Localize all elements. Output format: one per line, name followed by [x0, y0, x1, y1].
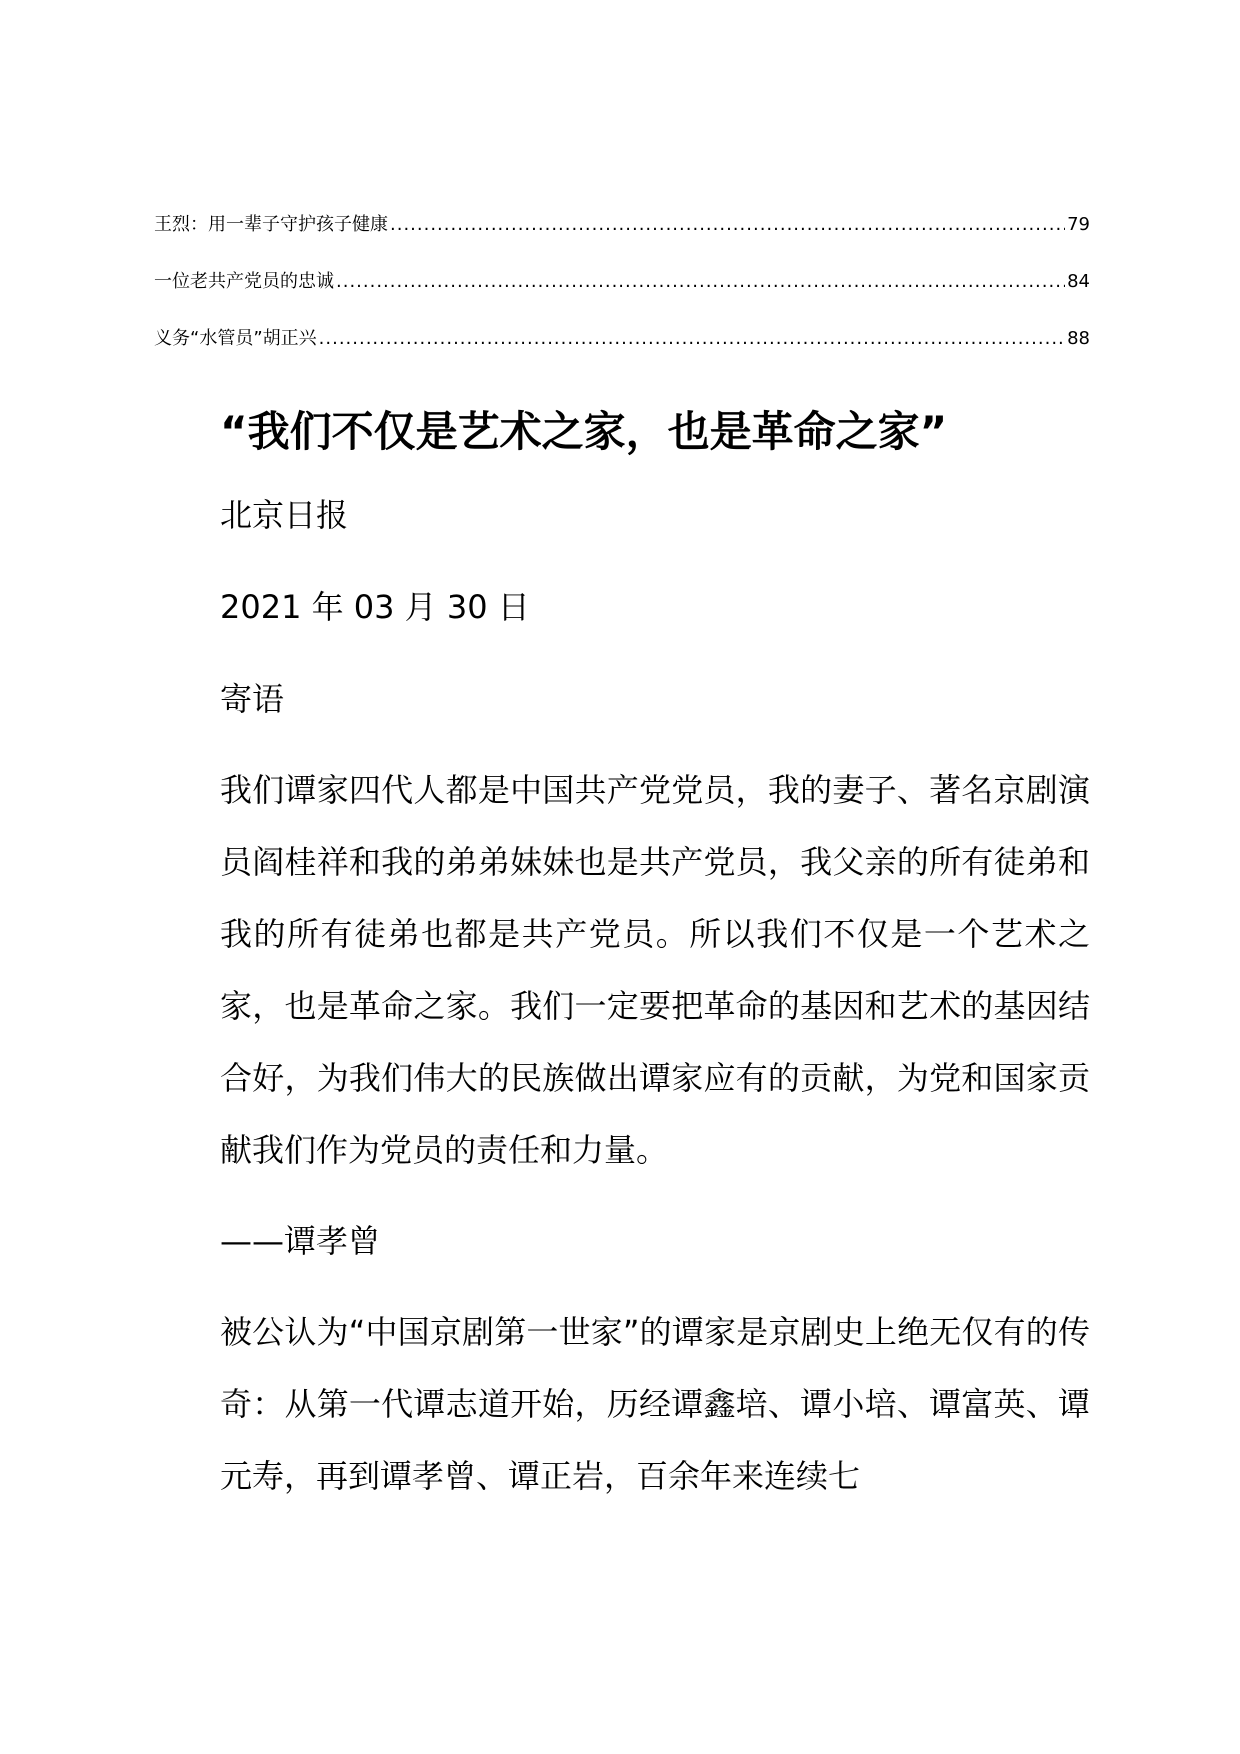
toc-entry-title: 一位老共产党员的忠诚 [154, 271, 334, 292]
article-source: 北京日报 [220, 496, 349, 534]
section-label: 寄语 [220, 680, 285, 718]
toc-leader-dots [336, 269, 1065, 295]
body-paragraph: 被公认为“中国京剧第一世家”的谭家是京剧史上绝无仅有的传奇：从第一代谭志道开始，历经谭鑫培、谭小培、谭富英、谭元寿，再到谭孝曾、谭正岩，百余年来连续七 [220, 1313, 1090, 1495]
toc-leader-dots [319, 326, 1065, 352]
article-title: “我们不仅是艺术之家，也是革命之家” [220, 407, 948, 456]
toc-entry[interactable] [154, 212, 1090, 269]
toc-entry-title: 王烈：用一辈子守护孩子健康 [154, 214, 388, 235]
toc-entry[interactable] [154, 269, 1090, 326]
quote-paragraph: 我们谭家四代人都是中国共产党党员，我的妻子、著名京剧演员阎桂祥和我的弟弟妹妹也是共产党员，我父亲的所有徒弟和我的所有徒弟也都是共产党员。所以我们不仅是一个艺术之家，也是革命之家。我们一定要把革命的基因和艺术的基因结合好，为我们伟大的民族做出谭家应有的贡献，为党和国家贡献我们作为党员的责任和力量。 [220, 771, 1090, 1169]
toc-entry-page: 79 [1067, 214, 1090, 235]
toc-entry-page: 84 [1067, 271, 1090, 292]
table-of-contents [154, 212, 1090, 383]
article-date: 2021 年 03 月 30 日 [220, 588, 530, 626]
toc-entry-title: 义务“水管员”胡正兴 [154, 328, 317, 349]
toc-leader-dots [390, 212, 1065, 238]
article [220, 400, 1090, 1512]
toc-entry[interactable] [154, 326, 1090, 383]
toc-entry-page: 88 [1067, 328, 1090, 349]
quote-attribution: ——谭孝曾 [220, 1222, 381, 1260]
